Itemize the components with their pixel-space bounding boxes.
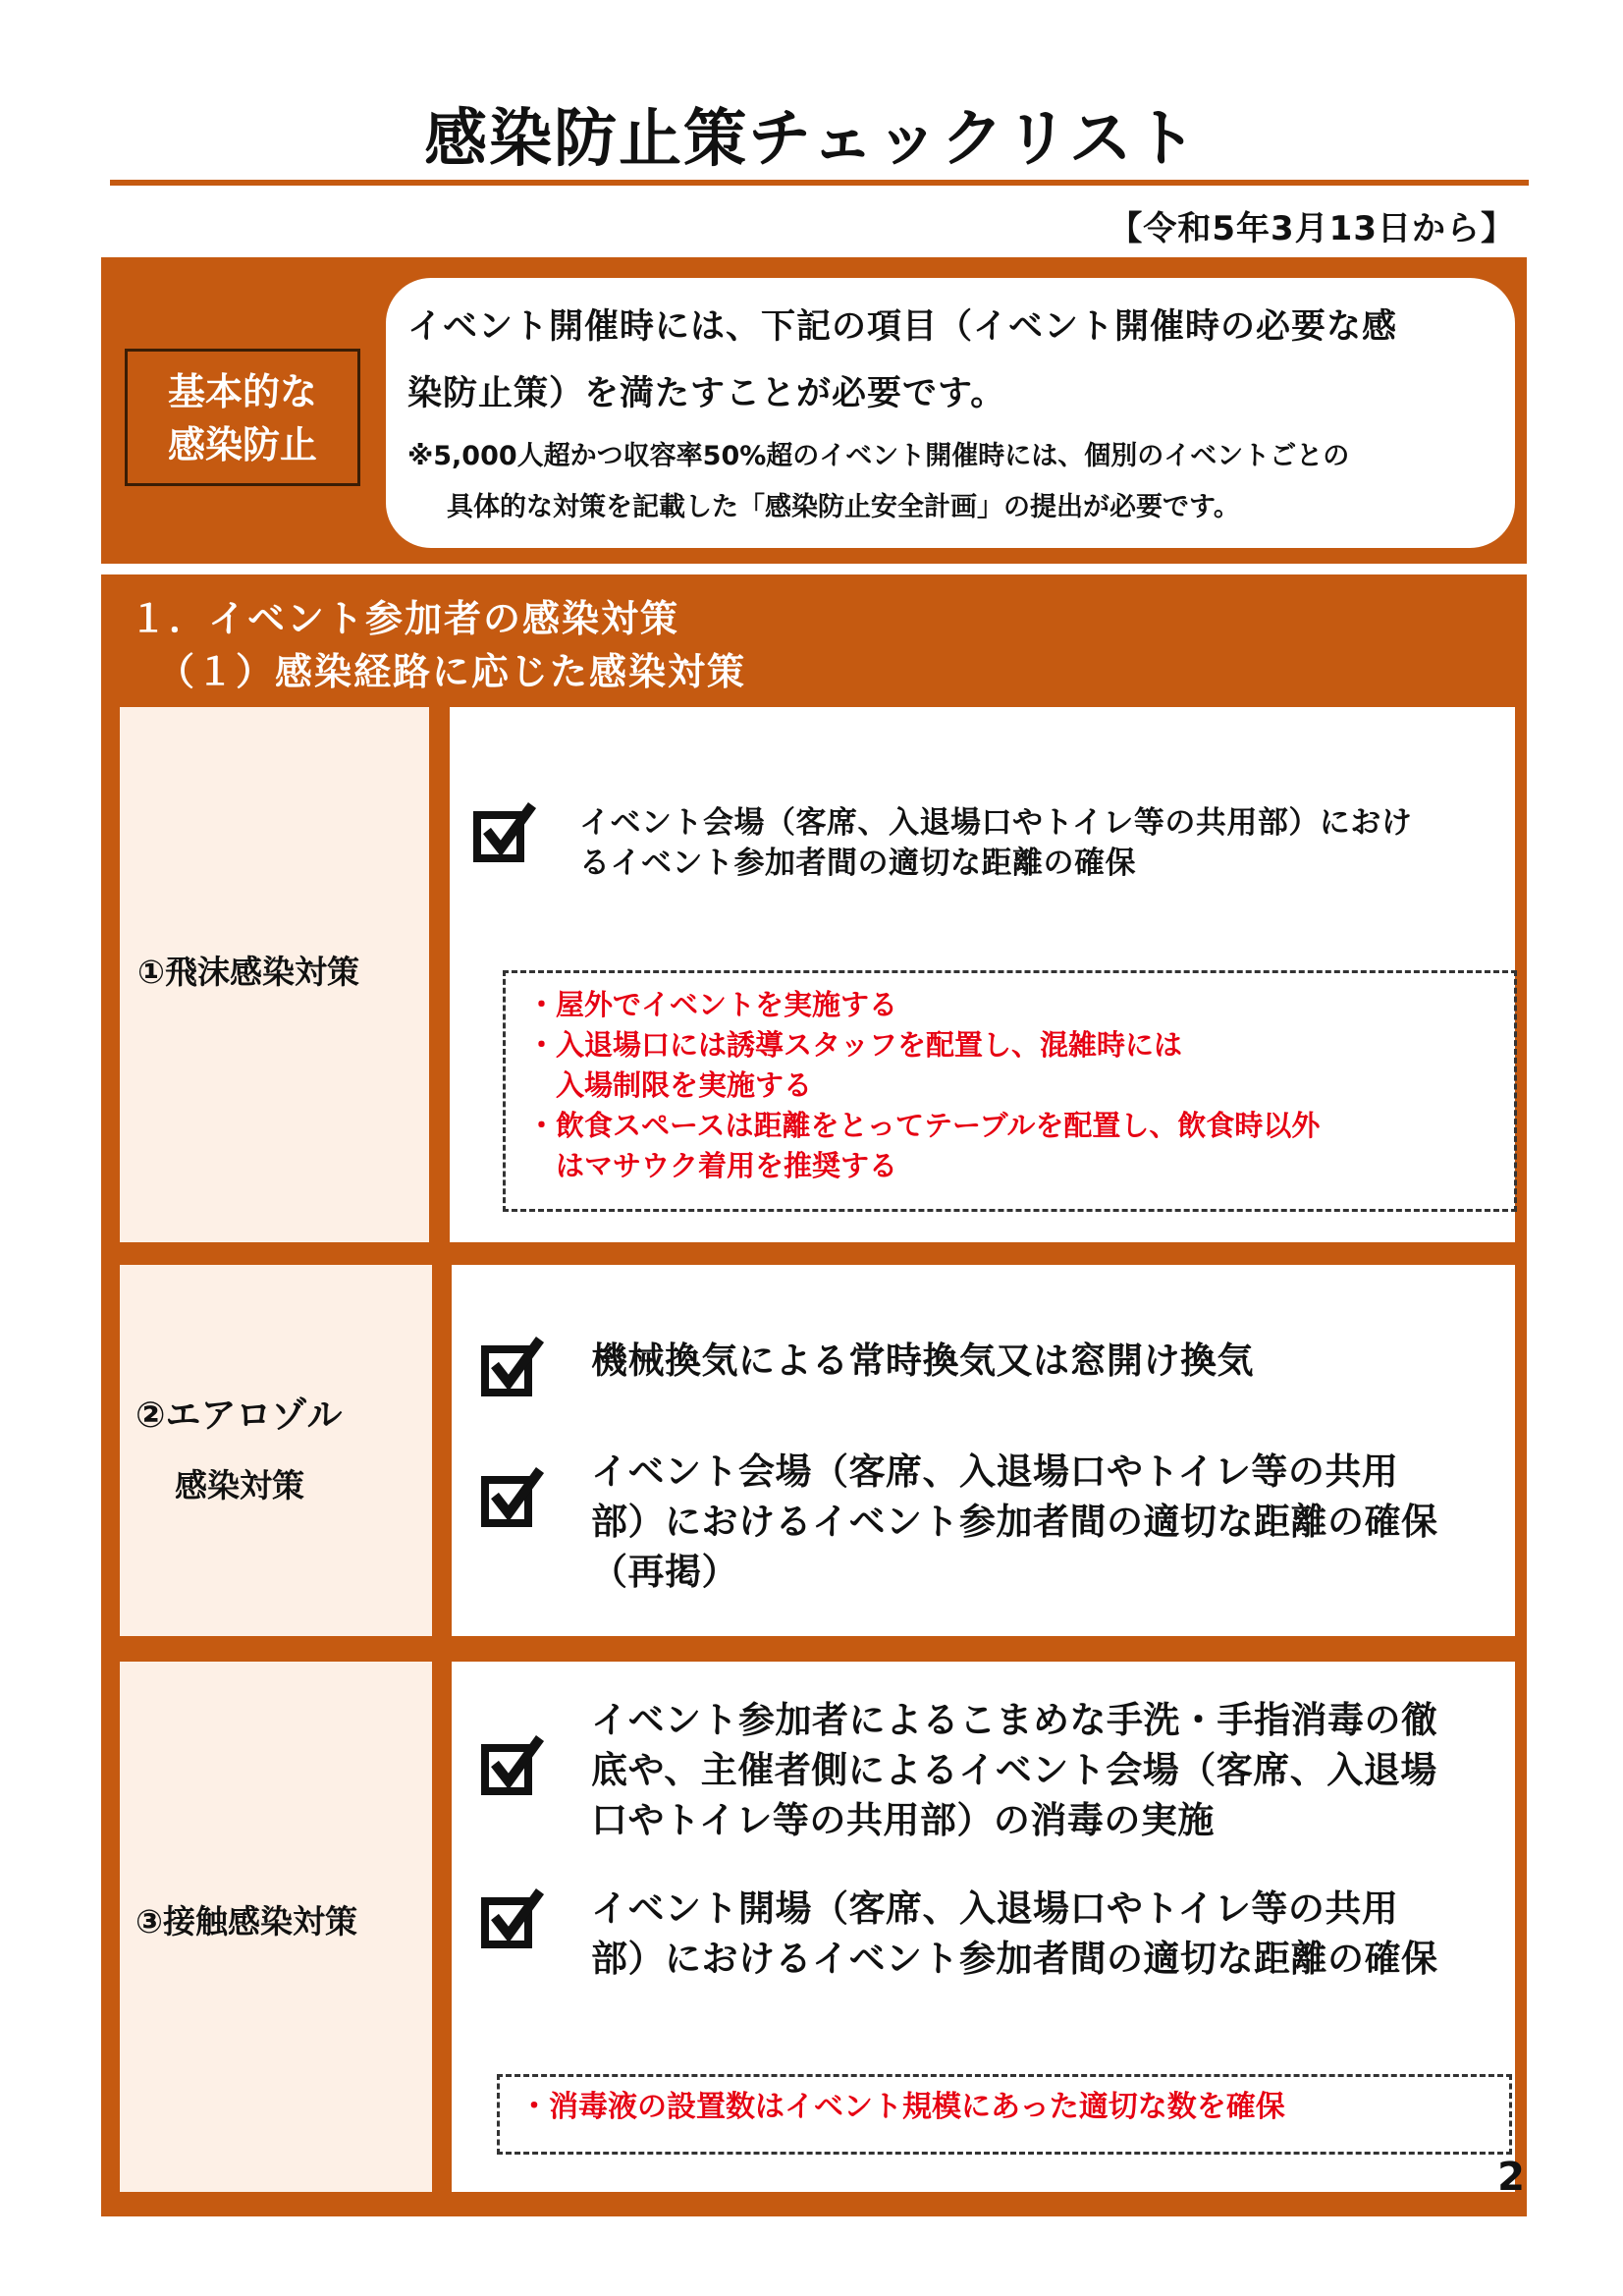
row-content-cell-aerosol xyxy=(452,1265,1515,1636)
example-line: ・消毒液の設置数はイベント規模にあった適切な数を確保 xyxy=(519,2090,1285,2124)
checkbox-checked-icon xyxy=(479,1336,546,1398)
examples-box-droplet xyxy=(503,970,1517,1212)
item-line: （再掲） xyxy=(591,1551,738,1593)
title-underline xyxy=(110,180,1529,186)
row-content-cell-droplet xyxy=(450,707,1515,1242)
example-line: ・入退場口には誘導スタッフを配置し、混雑時には xyxy=(527,1028,1183,1062)
checkbox-checked-icon xyxy=(479,1734,546,1797)
item-line: イベント会場（客席、入退場口やトイレ等の共用部）におけ xyxy=(579,805,1413,841)
item-contact-distance xyxy=(591,1884,1438,1984)
page-number: 2 xyxy=(1497,2155,1525,2200)
item-line: イベント参加者によるこまめな手洗・手指消毒の徹 xyxy=(591,1699,1438,1741)
item-line: イベント開場（客席、入退場口やトイレ等の共用 xyxy=(591,1887,1399,1930)
item-line: 底や、主催者側によるイベント会場（客席、入退場 xyxy=(591,1749,1437,1791)
effective-date: 【令和5年3月13日から】 xyxy=(1109,209,1515,248)
row-label-aerosol-line2: 感染対策 xyxy=(175,1466,304,1504)
item-ventilation xyxy=(591,1336,1254,1387)
example-line: ・屋外でイベントを実施する xyxy=(527,988,898,1021)
section-subheading: （１）感染経路に応じた感染対策 xyxy=(157,650,747,693)
row-label-cell-droplet xyxy=(120,707,429,1242)
row-label-cell-aerosol xyxy=(120,1265,432,1636)
section-heading: １．イベント参加者の感染対策 xyxy=(130,597,680,640)
row-label-contact: ③接触感染対策 xyxy=(135,1902,357,1941)
basic-prevention-card xyxy=(386,278,1515,548)
checkbox-checked-icon xyxy=(479,1887,546,1950)
basic-note-line1: ※5,000人超かつ収容率50%超のイベント開催時には、個別のイベントごとの xyxy=(407,441,1350,471)
row-label-droplet: ①飛沫感染対策 xyxy=(137,953,359,991)
page-title: 感染防止策チェックリスト xyxy=(424,103,1199,176)
item-line: 口やトイレ等の共用部）の消毒の実施 xyxy=(591,1799,1215,1841)
row-content-cell-contact xyxy=(452,1662,1515,2192)
checkbox-checked-icon xyxy=(479,1466,546,1529)
basic-label-line2: 感染防止 xyxy=(167,423,317,466)
item-line: るイベント参加者間の適切な距離の確保 xyxy=(579,846,1136,881)
item-droplet-distance xyxy=(579,803,1412,884)
example-line: 入場制限を実施する xyxy=(527,1068,813,1102)
row-label-aerosol: ②エアロゾル xyxy=(135,1395,343,1436)
basic-prevention-label xyxy=(125,349,360,486)
basic-main-line1: イベント開催時には、下記の項目（イベント開催時の必要な感 xyxy=(407,307,1398,347)
item-line: イベント会場（客席、入退場口やトイレ等の共用 xyxy=(591,1450,1399,1493)
basic-note-line2: 具体的な対策を記載した「感染防止安全計画」の提出が必要です。 xyxy=(447,492,1240,522)
item-line: 部）におけるイベント参加者間の適切な距離の確保 xyxy=(591,1501,1438,1543)
example-line: ・飲食スペースは距離をとってテーブルを配置し、飲食時以外 xyxy=(527,1109,1321,1142)
row-label-cell-contact xyxy=(120,1662,432,2192)
checkbox-checked-icon xyxy=(471,801,538,864)
examples-box-contact xyxy=(497,2074,1512,2155)
item-aerosol-distance xyxy=(591,1447,1438,1597)
item-line: 機械換気による常時換気又は窓開け換気 xyxy=(591,1339,1254,1382)
item-line: 部）におけるイベント参加者間の適切な距離の確保 xyxy=(591,1938,1438,1980)
item-hand-hygiene xyxy=(591,1695,1438,1845)
basic-label-line1: 基本的な xyxy=(167,370,317,413)
example-line: はマサウク着用を推奨する xyxy=(527,1149,898,1182)
basic-main-line2: 染防止策）を満たすことが必要です。 xyxy=(407,374,1006,413)
